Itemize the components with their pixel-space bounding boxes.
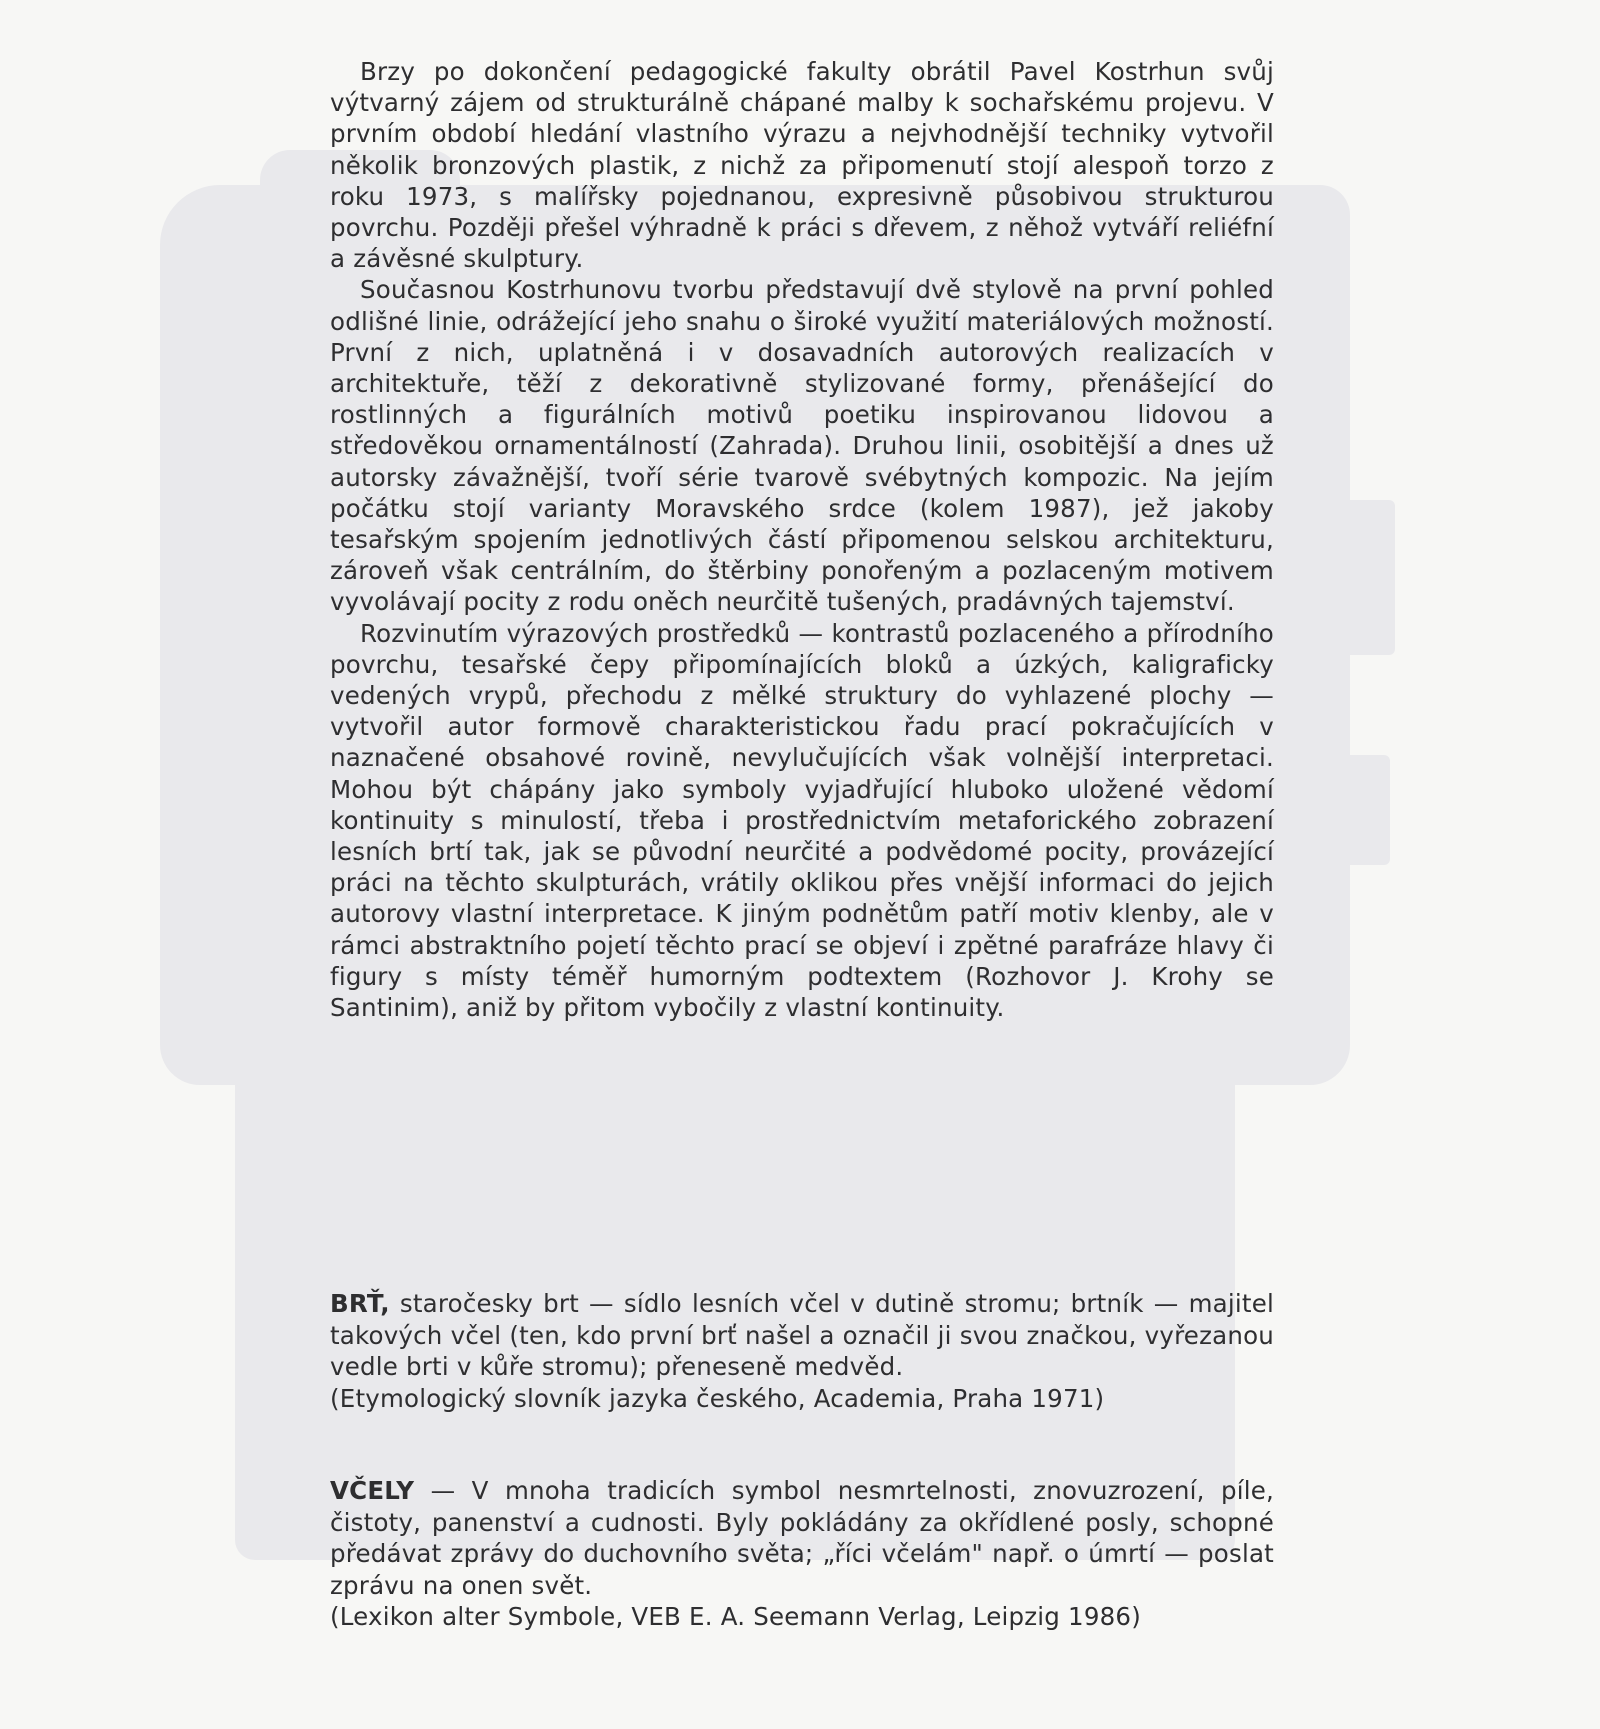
note-brt-definition — [330, 1288, 1274, 1383]
note-vcely-term: VČELY — [330, 1476, 415, 1505]
note-brt — [330, 1288, 1274, 1414]
watermark-sculpture-tab-upper — [1330, 500, 1395, 655]
paragraph-1: Brzy po dokončení pedagogické fakulty obrátil Pavel Kostrhun svůj výtvarný zájem od strukturálně chápané malby k sochařskému projevu. V prvním období hledání vlastního výrazu a nejvhodnější techniky vytvořil několik bronzových plastik, z nichž za připomenutí stojí alespoň torzo z roku 1973, s malířsky pojednanou, expresivně působivou strukturou povrchu. Později přešel výhradně k práci s dřevem, z něhož vytváří reliéfní a závěsné skulptury. — [330, 57, 1274, 274]
note-vcely-definition — [330, 1475, 1274, 1601]
note-brt-text: staročesky brt — sídlo lesních včel v dutině stromu; brtník — majitel takových včel (ten, kdo první brť našel a označil ji svou značkou, vyřezanou vedle brti v kůře stromu); přeneseně medvěd. — [330, 1289, 1274, 1381]
note-brt-term: BRŤ, — [330, 1289, 390, 1318]
paragraph-3: Rozvinutím výrazových prostředků — kontrastů pozlaceného a přírodního povrchu, tesařské čepy připomínajících bloků a úzkých, kaligraficky vedených vrypů, přechodu z mělké struktury do vyhlazené plochy — vytvořil autor formově charakteristickou řadu prací pokračujících v naznačené obsahové rovině, nevylučujících však volnější interpretaci. Mohou být chápány jako symboly vyjadřující hluboko uložené vědomí kontinuity s minulostí, třeba i prostřednictvím metaforického zobrazení lesních brtí tak, jak se původní neurčité a podvědomé pocity, provázející práci na těchto skulpturách, vrátily oklikou přes vnější informaci do jejich autorovy vlastní interpretace. K jiným podnětům patří motiv klenby, ale v rámci abstraktního pojetí těchto prací se objeví i zpětné parafráze hlavy či figury s místy téměř humorným podtextem (Rozhovor J. Krohy se Santinim), aniž by přitom vybočily z vlastní kontinuity. — [330, 618, 1274, 1023]
watermark-sculpture-tab-lower — [1330, 755, 1390, 865]
paragraph-2: Současnou Kostrhunovu tvorbu představují dvě stylově na první pohled odlišné linie, odrážející jeho snahu o široké využití materiálových možností. První z nich, uplatněná i v dosavadních autorových realizacích v architektuře, těží z dekorativně stylizované formy, přenášející do rostlinných a figurálních motivů poetiku inspirovanou lidovou a středověkou ornamentálností (Zahrada). Druhou linii, osobitější a dnes už autorsky závažnější, tvoří série tvarově svébytných kompozic. Na jejím počátku stojí varianty Moravského srdce (kolem 1987), jež jakoby tesařským spojením jednotlivých částí připomenou selskou architekturu, zároveň však centrálním, do štěrbiny ponořeným a pozlaceným motivem vyvolávají pocity z rodu oněch neurčitě tušených, pradávných tajemství. — [330, 275, 1274, 617]
article-body — [330, 56, 1274, 1023]
note-vcely — [330, 1475, 1274, 1633]
note-brt-source: (Etymologický slovník jazyka českého, Academia, Praha 1971) — [330, 1383, 1105, 1413]
note-vcely-source: (Lexikon alter Symbole, VEB E. A. Seemann Verlag, Leipzig 1986) — [330, 1602, 1141, 1631]
note-vcely-text: — V mnoha tradicích symbol nesmrtelnosti, znovuzrození, píle, čistoty, panenství a cudnosti. Byly pokládány za okřídlené posly, schopné předávat zprávy do duchovního světa; „říci včelám" např. o úmrtí — poslat zprávu na onen svět. — [330, 1476, 1274, 1600]
